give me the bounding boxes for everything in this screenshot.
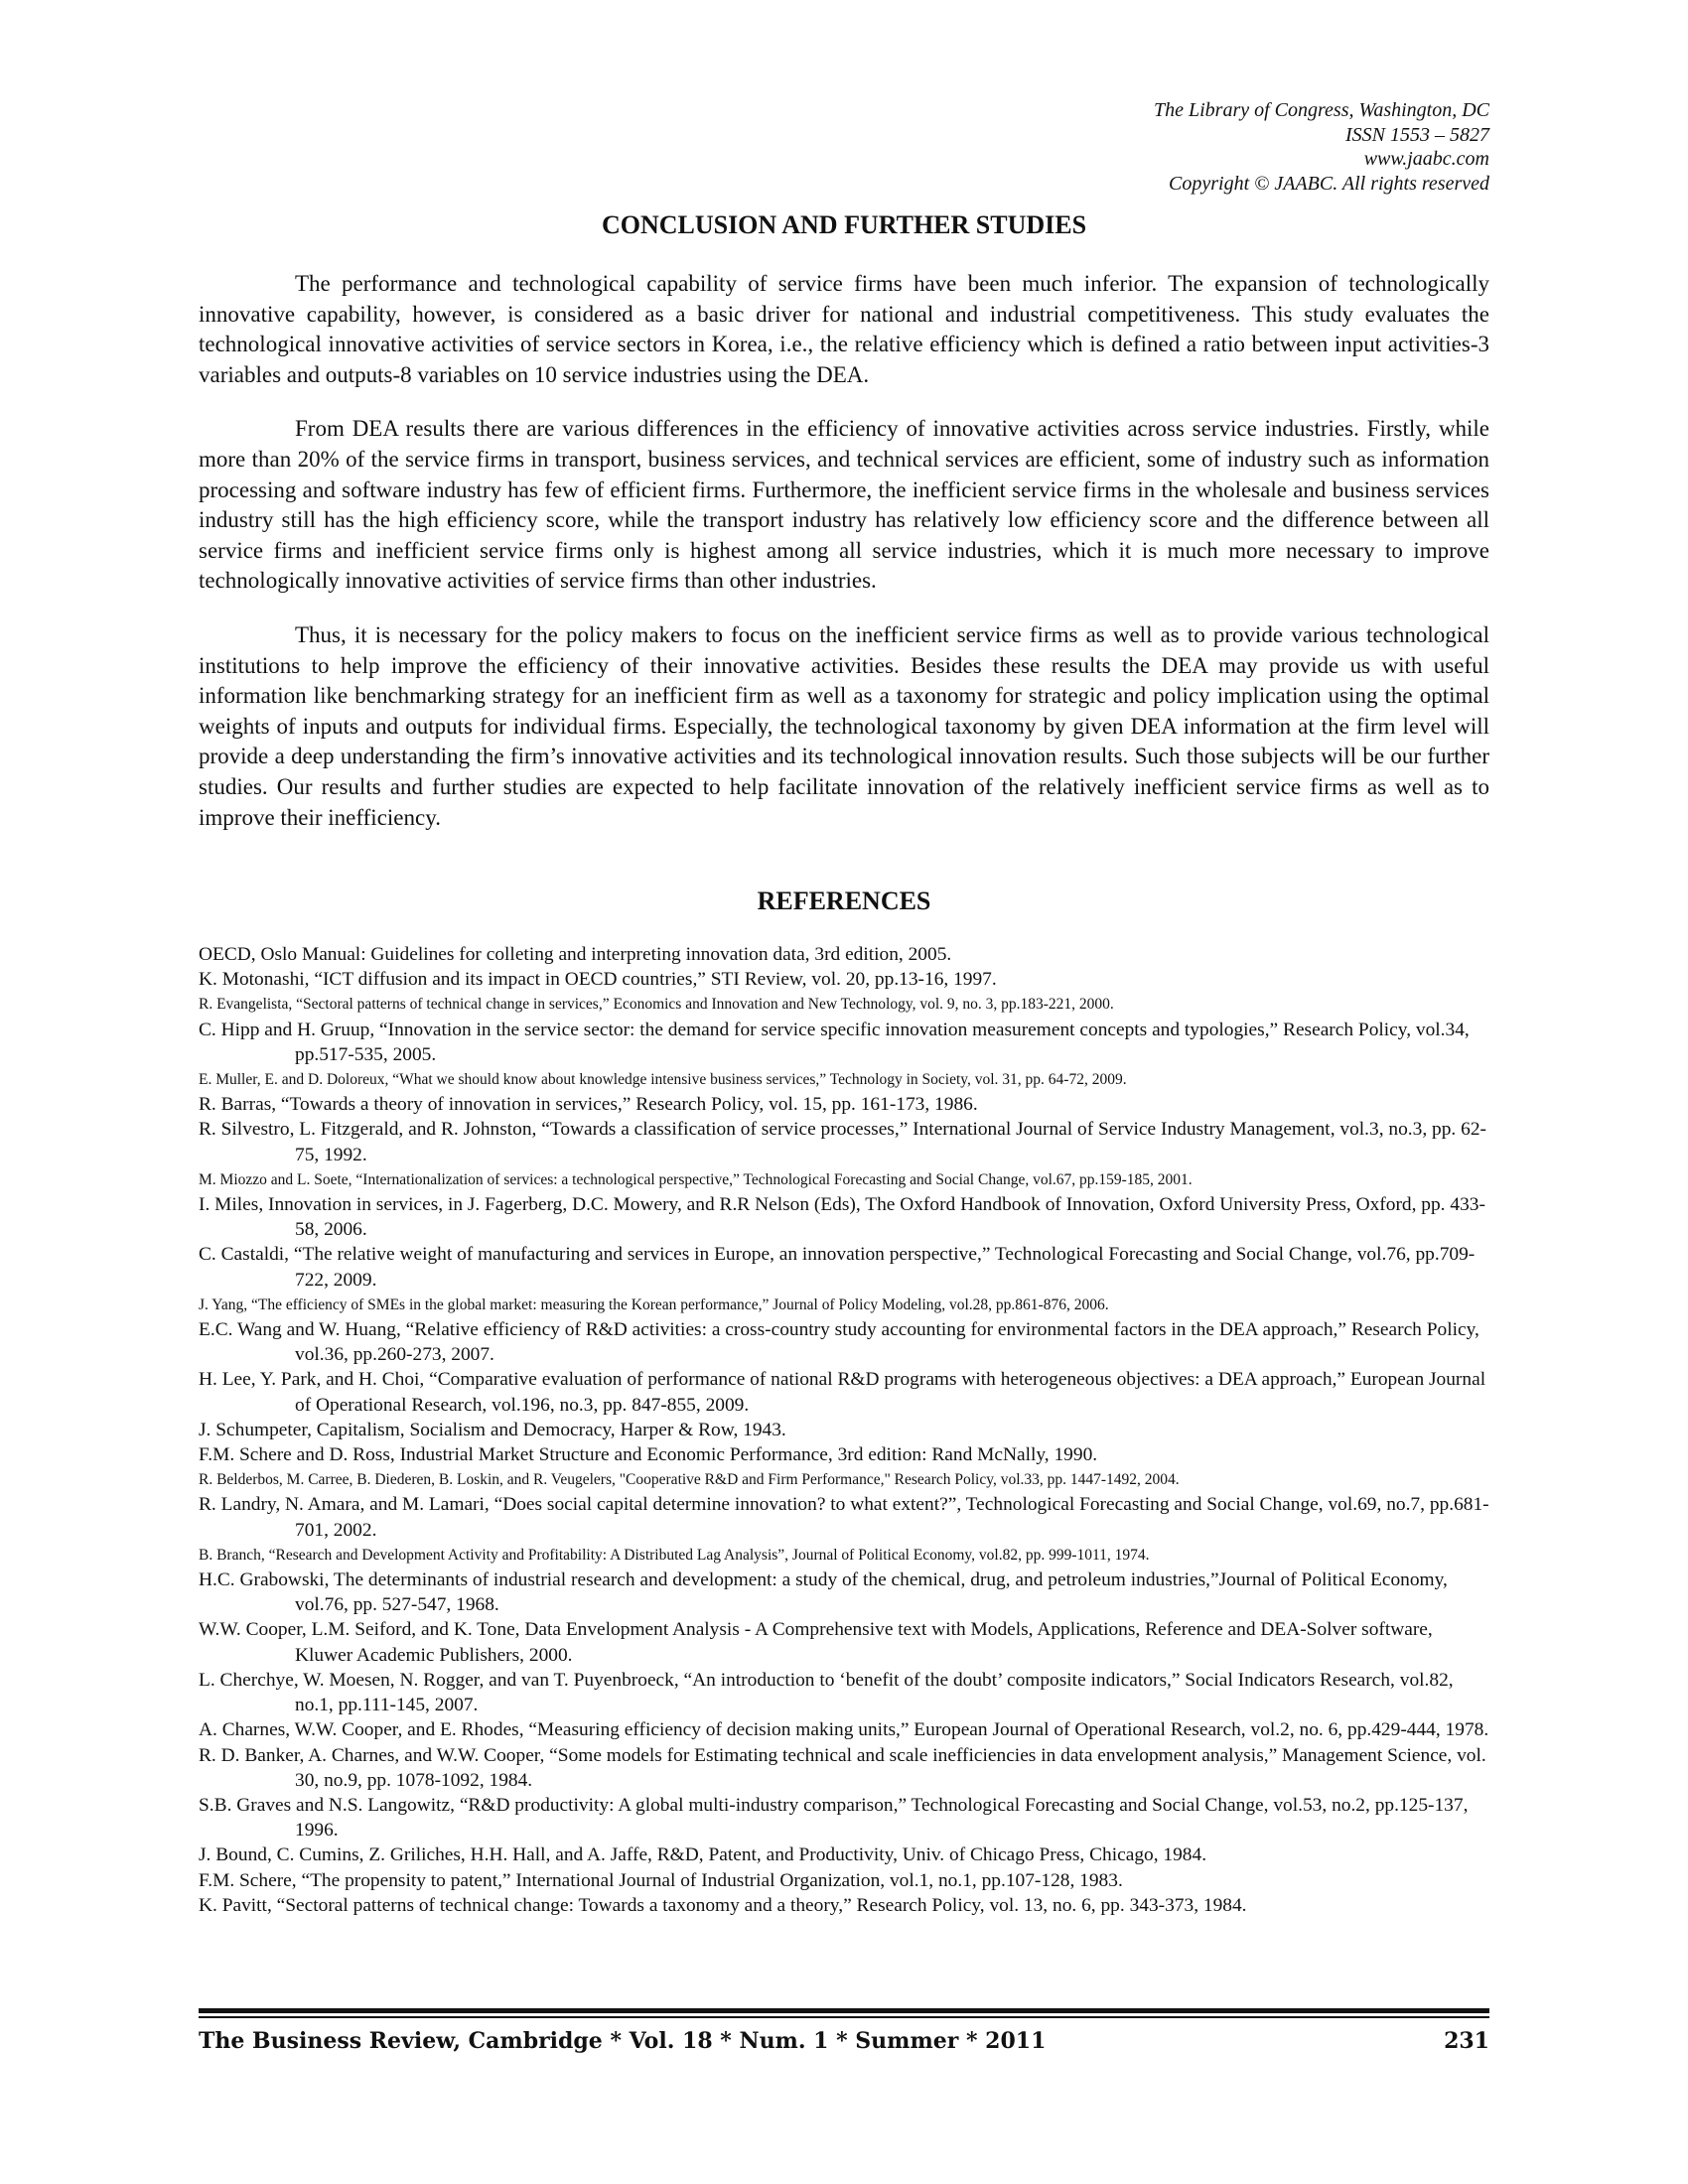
reference-item: E.C. Wang and W. Huang, “Relative efficiency of R&D activities: a cross-country study accounting for environmental factors in the DEA approach,” Research Policy, vol.36, pp.260-273, 2007.: [199, 1319, 1479, 1366]
conclusion-paragraph-1: The performance and technological capability of service firms have been much inferior. The expansion of technologically innovative capability, however, is considered as a basic driver for national and industrial competitiveness. This study evaluates the technological innovative activities of service sectors in Korea, i.e., the relative efficiency which is defined a ratio between input activities-3 variables and outputs-8 variables on 10 service industries using the DEA.: [199, 271, 1489, 387]
journal-header: [1154, 98, 1489, 196]
reference-item: J. Schumpeter, Capitalism, Socialism and Democracy, Harper & Row, 1943.: [199, 1419, 786, 1440]
reference-item: E. Muller, E. and D. Doloreux, “What we should know about knowledge intensive business services,” Technology in Society, vol. 31, pp. 64-72, 2009.: [199, 1071, 1127, 1089]
reference-item: A. Charnes, W.W. Cooper, and E. Rhodes, “Measuring efficiency of decision making units,” European Journal of Operational Research, vol.2, no. 6, pp.429-444, 1978.: [199, 1719, 1489, 1741]
reference-item: M. Miozzo and L. Soete, “Internationalization of services: a technological perspective,” Technological Forecasting and Social Change, vol.67, pp.159-185, 2001.: [199, 1170, 1193, 1188]
reference-item: K. Motonashi, “ICT diffusion and its impact in OECD countries,” STI Review, vol. 20, pp.13-16, 1997.: [199, 969, 997, 991]
reference-item: R. Barras, “Towards a theory of innovation in services,” Research Policy, vol. 15, pp. 161-173, 1986.: [199, 1094, 978, 1116]
header-website: www.jaabc.com: [1363, 148, 1489, 170]
reference-item: R. Evangelista, “Sectoral patterns of technical change in services,” Economics and Innovation and New Technology, vol. 9, no. 3, pp.183-221, 2000.: [199, 996, 1114, 1014]
reference-item: F.M. Schere, “The propensity to patent,” International Journal of Industrial Organization, vol.1, no.1, pp.107-128, 1983.: [199, 1869, 1123, 1891]
references-heading: REFERENCES: [757, 887, 931, 915]
conclusion-paragraph-3: Thus, it is necessary for the policy makers to focus on the inefficient service firms as well as to provide various technological institutions to help improve the efficiency of their innovative activities. Besides these results the DEA may provide us with useful information like benchmarking strategy for an inefficient firm as well as a taxonomy for strategic and policy implication using the optimal weights of inputs and outputs for individual firms. Especially, the technological taxonomy by given DEA information at the firm level will provide a deep understanding the firm’s innovative activities and its technological innovation results. Such those subjects will be our further studies. Our results and further studies are expected to help facilitate innovation of the relatively inefficient service firms as well as to improve their inefficiency.: [199, 621, 1489, 830]
reference-item: S.B. Graves and N.S. Langowitz, “R&D productivity: A global multi-industry comparison,” Technological Forecasting and Social Change, vol.53, no.2, pp.125-137, 1996.: [199, 1794, 1469, 1842]
reference-item: L. Cherchye, W. Moesen, N. Rogger, and van T. Puyenbroeck, “An introduction to ‘benefit of the doubt’ composite indicators,” Social Indicators Research, vol.82, no.1, pp.111-145, 2007.: [199, 1669, 1454, 1716]
reference-item: J. Yang, “The efficiency of SMEs in the global market: measuring the Korean performance,” Journal of Policy Modeling, vol.28, pp.861-876, 2006.: [199, 1296, 1109, 1313]
reference-item: H.C. Grabowski, The determinants of industrial research and development: a study of the chemical, drug, and petroleum industries,”Journal of Political Economy, vol.76, pp. 527-547, 1968.: [199, 1570, 1448, 1616]
conclusion-heading: CONCLUSION AND FURTHER STUDIES: [601, 210, 1087, 239]
reference-item: H. Lee, Y. Park, and H. Choi, “Comparative evaluation of performance of national R&D programs with heterogeneous objectives: a DEA approach,” European Journal of Operational Research, vol.196, no.3, pp. 847-855, 2009.: [199, 1369, 1486, 1416]
conclusion-body: [199, 269, 1489, 857]
reference-item: OECD, Oslo Manual: Guidelines for colleting and interpreting innovation data, 3rd edition, 2005.: [199, 944, 952, 965]
reference-item: J. Bound, C. Cumins, Z. Griliches, H.H. Hall, and A. Jaffe, R&D, Patent, and Productivity, Univ. of Chicago Press, Chicago, 1984.: [199, 1844, 1207, 1866]
reference-item: R. Landry, N. Amara, and M. Lamari, “Does social capital determine innovation? to what extent?”, Technological Forecasting and Social Change, vol.69, no.7, pp.681-701, 2002.: [199, 1494, 1489, 1541]
conclusion-paragraph-2: From DEA results there are various differences in the efficiency of innovative activities across service industries. Firstly, while more than 20% of the service firms in transport, business services, and technical services are efficient, some of industry such as information processing and software industry has few of efficient firms. Furthermore, the inefficient service firms in the wholesale and business services industry still has the high efficiency score, while the transport industry has relatively low efficiency score and the difference between all service firms and inefficient service firms only is highest among all service industries, which it is much more necessary to improve technologically innovative activities of service firms than other industries.: [199, 416, 1489, 594]
reference-list: [199, 942, 1489, 1918]
footer-rule-thick: [199, 2008, 1489, 2013]
header-library: The Library of Congress, Washington, DC: [1153, 99, 1489, 121]
header-issn: ISSN 1553 – 5827: [1345, 123, 1489, 146]
reference-item: I. Miles, Innovation in services, in J. Fagerberg, D.C. Mowery, and R.R Nelson (Eds), The Oxford Handbook of Innovation, Oxford University Press, Oxford, pp. 433-58, 2006.: [199, 1194, 1485, 1241]
reference-item: K. Pavitt, “Sectoral patterns of technical change: Towards a taxonomy and a theory,” Research Policy, vol. 13, no. 6, pp. 343-373, 1984.: [199, 1894, 1247, 1916]
reference-item: C. Castaldi, “The relative weight of manufacturing and services in Europe, an innovation perspective,” Technological Forecasting and Social Change, vol.76, pp.709-722, 2009.: [199, 1244, 1476, 1291]
reference-item: R. Silvestro, L. Fitzgerald, and R. Johnston, “Towards a classification of service processes,” International Journal of Service Industry Management, vol.3, no.3, pp. 62-75, 1992.: [199, 1119, 1486, 1165]
reference-item: R. Belderbos, M. Carree, B. Diederen, B. Loskin, and R. Veugelers, "Cooperative R&D and Firm Performance," Research Policy, vol.33, pp. 1447-1492, 2004.: [199, 1471, 1180, 1489]
footer-rule-thin: [199, 2016, 1489, 2018]
reference-item: C. Hipp and H. Gruup, “Innovation in the service sector: the demand for service specific innovation measurement concepts and typologies,” Research Policy, vol.34, pp.517-535, 2005.: [199, 1019, 1470, 1065]
reference-item: W.W. Cooper, L.M. Seiford, and K. Tone, Data Envelopment Analysis - A Comprehensive text with Models, Applications, Reference and DEA-Solver software, Kluwer Academic Publishers, 2000.: [199, 1619, 1433, 1666]
reference-item: B. Branch, “Research and Development Activity and Profitability: A Distributed Lag Analysis”, Journal of Political Economy, vol.82, pp. 999-1011, 1974.: [199, 1546, 1150, 1564]
reference-item: F.M. Schere and D. Ross, Industrial Market Structure and Economic Performance, 3rd edition: Rand McNally, 1990.: [199, 1444, 1098, 1466]
footer-journal: The Business Review, Cambridge * Vol. 18 * Num. 1 * Summer * 2011: [199, 2028, 1047, 2054]
page-footer: [199, 2028, 1489, 2058]
header-copyright: Copyright © JAABC. All rights reserved: [1169, 172, 1489, 195]
page-number: 231: [1444, 2028, 1489, 2054]
reference-item: R. D. Banker, A. Charnes, and W.W. Cooper, “Some models for Estimating technical and scale inefficiencies in data envelopment analysis,” Management Science, vol. 30, no.9, pp. 1078-1092, 1984.: [199, 1744, 1486, 1791]
